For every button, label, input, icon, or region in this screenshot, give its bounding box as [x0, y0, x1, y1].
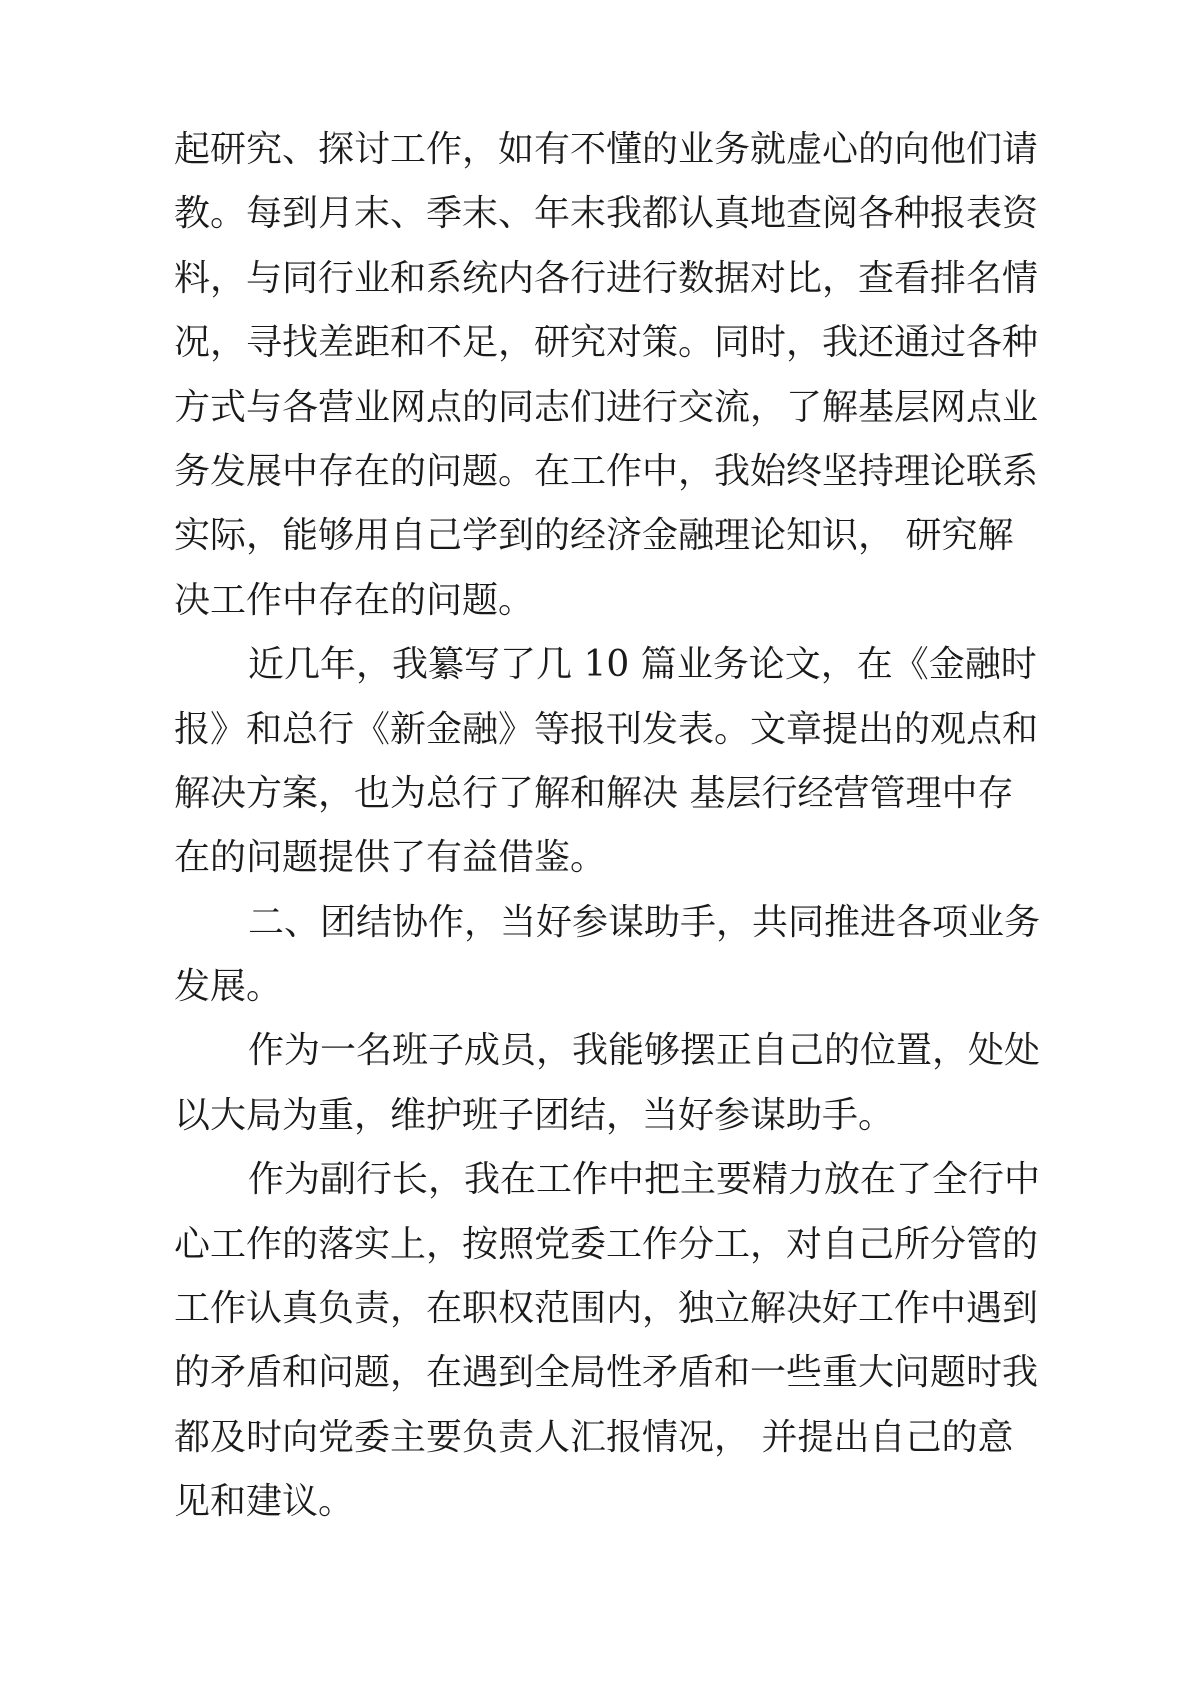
- text-line-3: 料，与同行业和系统内各行进行数据对比，查看排名情: [174, 257, 1039, 299]
- text-line-6: 务发展中存在的问题。在工作中，我始终坚持理论联系: [174, 450, 1039, 492]
- text-line-12: 在的问题提供了有益借鉴。: [174, 837, 607, 879]
- text-line-10: 报》和总行《新金融》等报刊发表。文章提出的观点和: [174, 708, 1039, 750]
- text-line-1: 起研究、探讨工作，如有不懂的业务就虚心的向他们请: [174, 129, 1039, 170]
- text-line-21: 都及时向党委主要负责人汇报情况， 并提出自己的意: [174, 1416, 1014, 1458]
- text-line-13: 二、团结协作，当好参谋助手，共同推进各项业务: [248, 901, 1041, 943]
- text-line-22: 见和建议。: [174, 1481, 355, 1523]
- text-line-19: 工作认真负责，在职权范围内，独立解决好工作中遇到: [174, 1288, 1039, 1330]
- text-line-8: 决工作中存在的问题。: [174, 579, 535, 621]
- body-text: [174, 118, 1041, 1535]
- text-line-5: 方式与各营业网点的同志们进行交流，了解基层网点业: [174, 386, 1039, 428]
- text-line-18: 心工作的落实上，按照党委工作分工，对自己所分管的: [174, 1223, 1039, 1265]
- text-line-2: 教。每到月末、季末、年末我都认真地查阅各种报表资: [174, 193, 1039, 235]
- text-line-17: 作为副行长，我在工作中把主要精力放在了全行中: [248, 1159, 1041, 1201]
- text-line-20: 的矛盾和问题，在遇到全局性矛盾和一些重大问题时我: [174, 1352, 1039, 1394]
- text-line-11: 解决方案，也为总行了解和解决 基层行经营管理中存: [174, 772, 1014, 814]
- text-line-4: 况，寻找差距和不足，研究对策。同时，我还通过各种: [174, 322, 1039, 364]
- text-line-7: 实际，能够用自己学到的经济金融理论知识， 研究解: [174, 515, 1014, 557]
- text-line-15: 作为一名班子成员，我能够摆正自己的位置，处处: [248, 1030, 1041, 1072]
- text-line-9: 近几年，我纂写了几 10 篇业务论文，在《金融时: [248, 644, 1037, 686]
- text-line-14: 发展。: [174, 966, 283, 1008]
- text-line-16: 以大局为重，维护班子团结，当好参谋助手。: [174, 1094, 895, 1136]
